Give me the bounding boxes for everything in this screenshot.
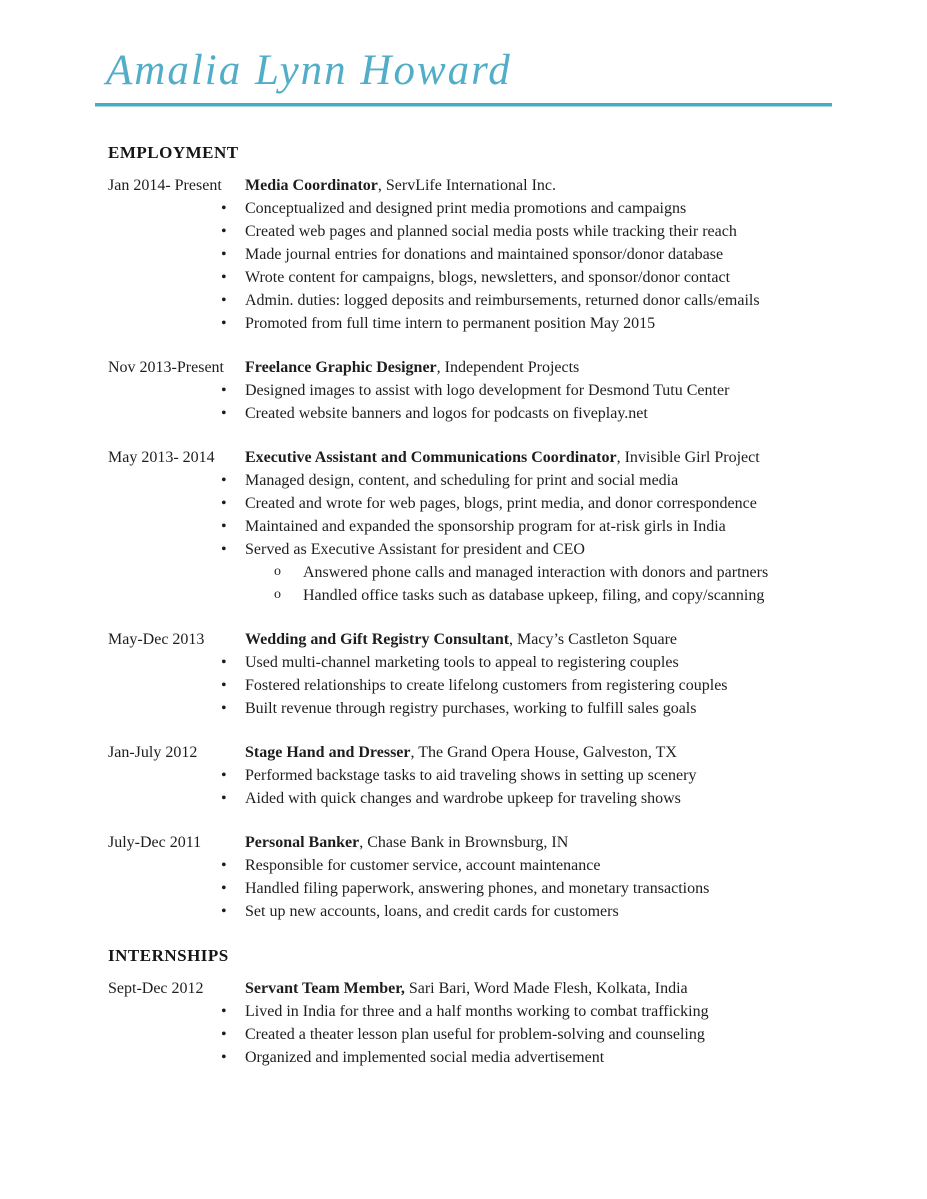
bullet-item: • Responsible for customer service, account maintenance — [108, 854, 832, 877]
bullet-item: • Maintained and expanded the sponsorship program for at-risk girls in India — [108, 515, 832, 538]
bullet-item: • Conceptualized and designed print media promotions and campaigns — [108, 197, 832, 220]
bullet-list — [108, 1000, 832, 1069]
entry-org: Sari Bari, Word Made Flesh, Kolkata, India — [404, 980, 688, 997]
bullet-item: • Served as Executive Assistant for president and CEO — [108, 538, 832, 561]
bullet-item: • Handled filing paperwork, answering phones, and monetary transactions — [108, 877, 832, 900]
bullet-item: • Used multi-channel marketing tools to appeal to registering couples — [108, 651, 832, 674]
bullet-list — [108, 764, 832, 810]
header-rule — [95, 103, 832, 107]
bullet-item: • Managed design, content, and scheduling for print and social media — [108, 469, 832, 492]
sub-bullet-item: o Handled office tasks such as database upkeep, filing, and copy/scanning — [108, 584, 832, 607]
job-entry — [108, 628, 832, 720]
bullet-item: • Made journal entries for donations and maintained sponsor/donor database — [108, 243, 832, 266]
person-name: Amalia Lynn Howard — [106, 47, 512, 94]
section-title: INTERNSHIPS — [108, 946, 229, 965]
entry-role: Executive Assistant and Communications Coordinator — [245, 449, 617, 466]
bullet-item: • Organized and implemented social media advertisement — [108, 1046, 832, 1069]
bullet-item: • Lived in India for three and a half months working to combat trafficking — [108, 1000, 832, 1023]
internship-entry — [108, 977, 832, 1069]
entry-date: Jan 2014- Present — [108, 177, 222, 194]
entry-heading — [108, 628, 832, 651]
bullet-item: • Set up new accounts, loans, and credit cards for customers — [108, 900, 832, 923]
entry-role: Personal Banker — [245, 834, 360, 851]
entry-heading — [108, 356, 832, 379]
entry-date: Jan-July 2012 — [108, 744, 198, 761]
bullet-item: • Designed images to assist with logo development for Desmond Tutu Center — [108, 379, 832, 402]
bullet-item: • Created web pages and planned social media posts while tracking their reach — [108, 220, 832, 243]
entry-role: Media Coordinator — [245, 177, 378, 194]
job-entry — [108, 356, 832, 425]
entry-heading — [108, 977, 832, 1000]
bullet-list — [108, 854, 832, 923]
bullet-item: • Aided with quick changes and wardrobe upkeep for traveling shows — [108, 787, 832, 810]
entry-role: Freelance Graphic Designer — [245, 359, 437, 376]
job-entry — [108, 446, 832, 607]
bullet-item: • Fostered relationships to create lifelong customers from registering couples — [108, 674, 832, 697]
entry-heading — [108, 446, 832, 469]
job-entry — [108, 741, 832, 810]
bullet-item: • Created a theater lesson plan useful for problem-solving and counseling — [108, 1023, 832, 1046]
entry-heading — [108, 741, 832, 764]
bullet-list — [108, 469, 832, 607]
entry-org: , ServLife International Inc. — [377, 177, 557, 194]
bullet-item: • Promoted from full time intern to permanent position May 2015 — [108, 312, 832, 335]
bullet-item: • Created and wrote for web pages, blogs, print media, and donor correspondence — [108, 492, 832, 515]
section-employment — [108, 141, 832, 923]
bullet-list — [108, 651, 832, 720]
entry-org: , Independent Projects — [436, 359, 580, 376]
entry-date: May 2013- 2014 — [108, 449, 215, 466]
sub-bullet-item: o Answered phone calls and managed interaction with donors and partners — [108, 561, 832, 584]
entry-date: Sept-Dec 2012 — [108, 980, 204, 997]
resume-content — [108, 141, 832, 1069]
section-internships — [108, 944, 832, 1069]
entry-org: , Macy’s Castleton Square — [509, 631, 678, 648]
bullet-item: • Admin. duties: logged deposits and reimbursements, returned donor calls/emails — [108, 289, 832, 312]
bullet-item: • Performed backstage tasks to aid traveling shows in setting up scenery — [108, 764, 832, 787]
bullet-item: • Built revenue through registry purchases, working to fulfill sales goals — [108, 697, 832, 720]
entry-date: May-Dec 2013 — [108, 631, 205, 648]
entry-role: Wedding and Gift Registry Consultant — [245, 631, 510, 648]
entry-heading — [108, 831, 832, 854]
section-title: EMPLOYMENT — [108, 143, 239, 162]
entry-heading — [108, 174, 832, 197]
bullet-list — [108, 379, 832, 425]
entry-date: July-Dec 2011 — [108, 834, 202, 851]
bullet-item: • Created website banners and logos for podcasts on fiveplay.net — [108, 402, 832, 425]
entry-org: , Invisible Girl Project — [616, 449, 760, 466]
entry-role: Stage Hand and Dresser — [245, 744, 411, 761]
bullet-item: • Wrote content for campaigns, blogs, newsletters, and sponsor/donor contact — [108, 266, 832, 289]
job-entry — [108, 831, 832, 923]
bullet-list — [108, 197, 832, 335]
entry-date: Nov 2013-Present — [108, 359, 224, 376]
job-entry — [108, 174, 832, 335]
entry-org: , The Grand Opera House, Galveston, TX — [410, 744, 677, 761]
entry-org: , Chase Bank in Brownsburg, IN — [359, 834, 569, 851]
entry-role: Servant Team Member, — [245, 980, 405, 997]
